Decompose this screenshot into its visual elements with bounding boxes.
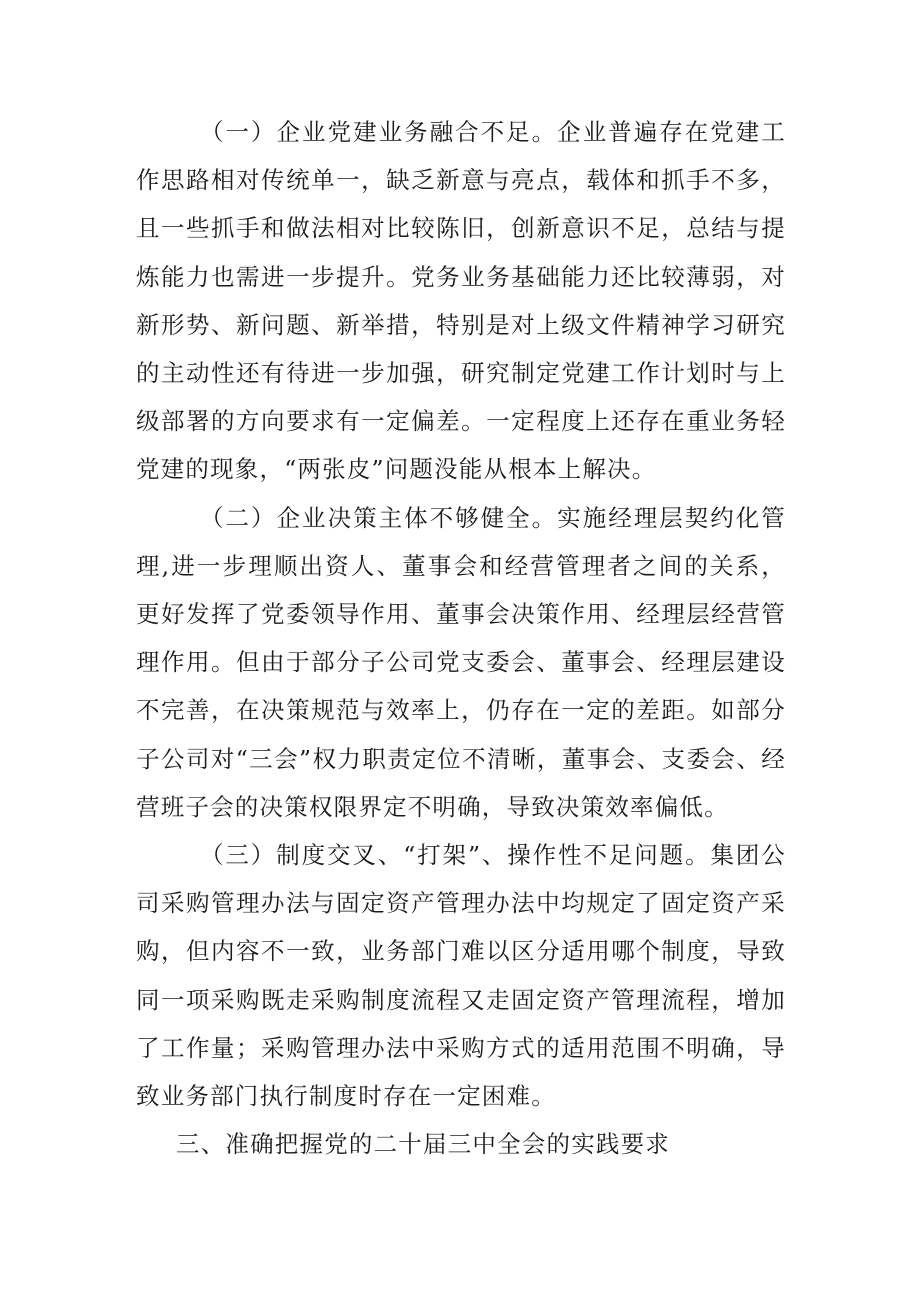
document-body <box>136 108 786 1168</box>
paragraph-decision-making: （二）企业决策主体不够健全。实施经理层契约化管理,进一步理顺出资人、董事会和经营管理者之间的关系，更好发挥了党委领导作用、董事会决策作用、经理层经营管理作用。但由于部分子公司党支委会、董事会、经理层建设不完善，在决策规范与效率上，仍存在一定的差距。如部分子公司对“三会”权力职责定位不清晰，董事会、支委会、经营班子会的决策权限界定不明确，导致决策效率偏低。 <box>136 503 786 821</box>
paragraph-system-conflicts: （三）制度交叉、“打架”、操作性不足问题。集团公司采购管理办法与固定资产管理办法中均规定了固定资产采购，但内容不一致，业务部门难以区分适用哪个制度，导致同一项采购既走采购制度流程又走固定资产管理流程，增加了工作量；采购管理办法中采购方式的适用范围不明确，导致业务部门执行制度时存在一定困难。 <box>136 841 786 1111</box>
paragraph-party-building: （一）企业党建业务融合不足。企业普遍存在党建工作思路相对传统单一，缺乏新意与亮点，载体和抓手不多，且一些抓手和做法相对比较陈旧，创新意识不足，总结与提炼能力也需进一步提升。党务业务基础能力还比较薄弱，对新形势、新问题、新举措，特别是对上级文件精神学习研究的主动性还有待进一步加强，研究制定党建工作计划时与上级部署的方向要求有一定偏差。一定程度上还存在重业务轻党建的现象，“两张皮”问题没能从根本上解决。 <box>136 118 786 484</box>
section-heading: 三、准确把握党的二十届三中全会的实践要求 <box>176 1130 670 1159</box>
